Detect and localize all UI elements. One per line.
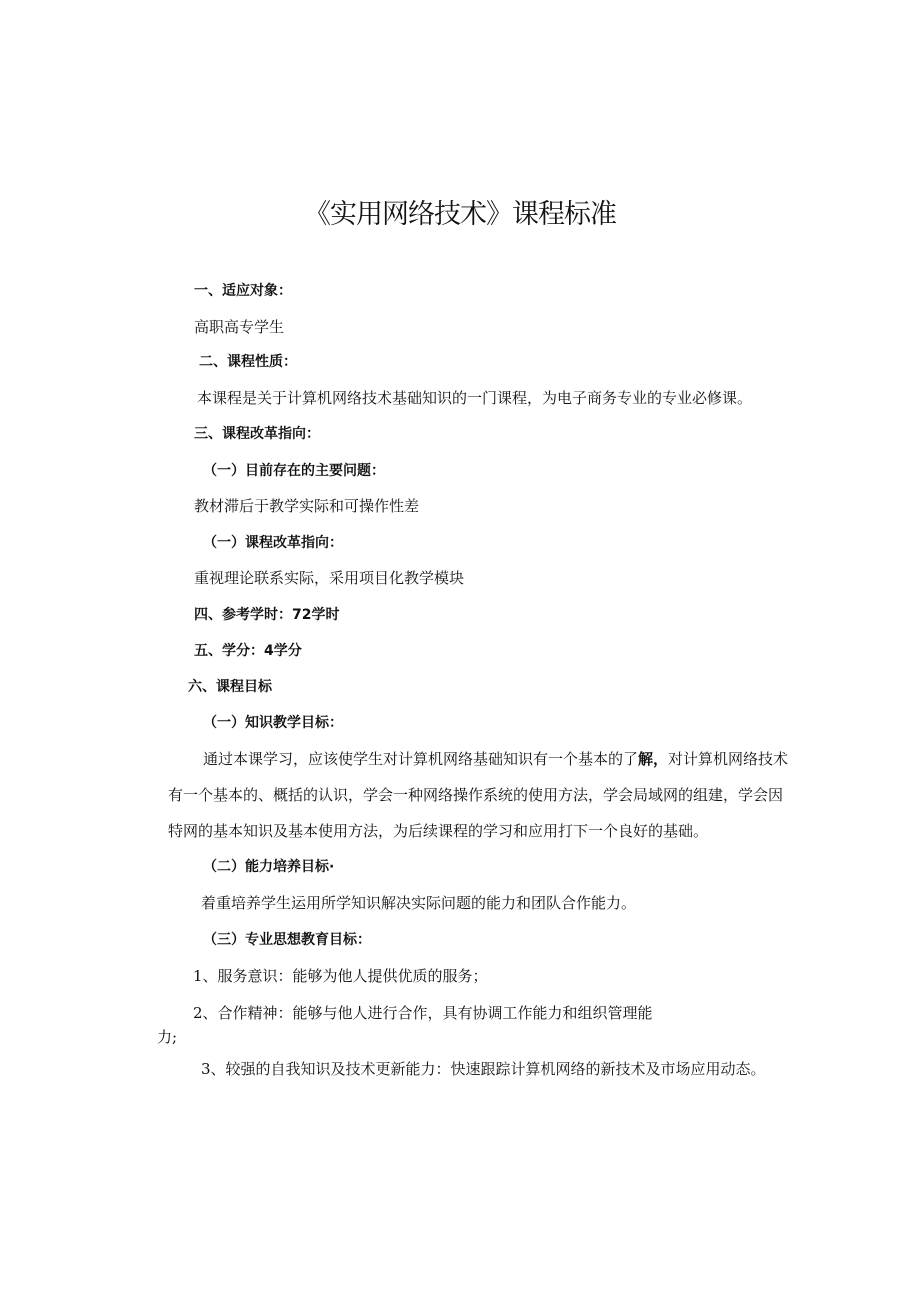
paragraph-knowledge-line-1-c: 对计算机网络技术 [668,750,789,768]
subsection-text-reform-direction: 重视理论联系实际，采用项目化教学模块 [194,569,465,587]
section-heading-credits: 五、学分：4学分 [194,643,302,659]
subsection-heading-ability: （二）能力培养目标· [203,859,335,875]
section-heading-objectives: 六、课程目标 [188,679,272,695]
subsection-heading-knowledge: （一）知识教学目标： [203,715,343,731]
subsection-heading-problems: （一）目前存在的主要问题： [203,463,385,479]
subsection-text-ability: 着重培养学生运用所学知识解决实际问题的能力和团队合作能力。 [201,894,637,912]
section-heading-course-nature: 二、课程性质： [199,354,297,370]
section-heading-reform: 三、课程改革指向： [194,426,320,442]
subsection-text-problems: 教材滞后于教学实际和可操作性差 [194,497,420,515]
subsection-heading-reform-direction: （一）课程改革指向： [203,535,343,551]
list-item-self-learning: 3、较强的自我知识及技术更新能力：快速跟踪计算机网络的新技术及市场应用动态。 [201,1060,766,1078]
section-text-course-nature: 本课程是关于计算机网络技术基础知识的一门课程，为电子商务专业的专业必修课。 [197,389,753,407]
section-heading-target-audience: 一、适应对象： [194,283,292,299]
document-title: 《实用网络技术》课程标准 [304,199,616,230]
list-item-service: 1、服务意识：能够为他人提供优质的服务； [193,967,488,985]
subsection-heading-professional: （三）专业思想教育目标： [203,932,371,948]
paragraph-knowledge-line-2: 有一个基本的、概括的认识，学会一种网络操作系统的使用方法，学会局域网的组建，学会因 [168,786,784,804]
paragraph-knowledge-line-1-b: 解， [638,750,669,768]
section-text-target-audience: 高职高专学生 [194,318,285,336]
paragraph-knowledge-line-1 [203,749,788,769]
paragraph-knowledge-line-1-a: 通过本课学习，应该使学生对计算机网络基础知识有一个基本的了 [203,750,639,768]
list-item-cooperation-line-1: 2、合作精神：能够与他人进行合作，具有协调工作能力和组织管理能 [193,1004,653,1022]
paragraph-knowledge-line-3: 特网的基本知识及基本使用方法，为后续课程的学习和应用打下一个良好的基础。 [168,822,709,840]
section-heading-hours: 四、参考学时：72学时 [194,607,340,623]
list-item-cooperation-line-2: 力; [157,1028,178,1046]
